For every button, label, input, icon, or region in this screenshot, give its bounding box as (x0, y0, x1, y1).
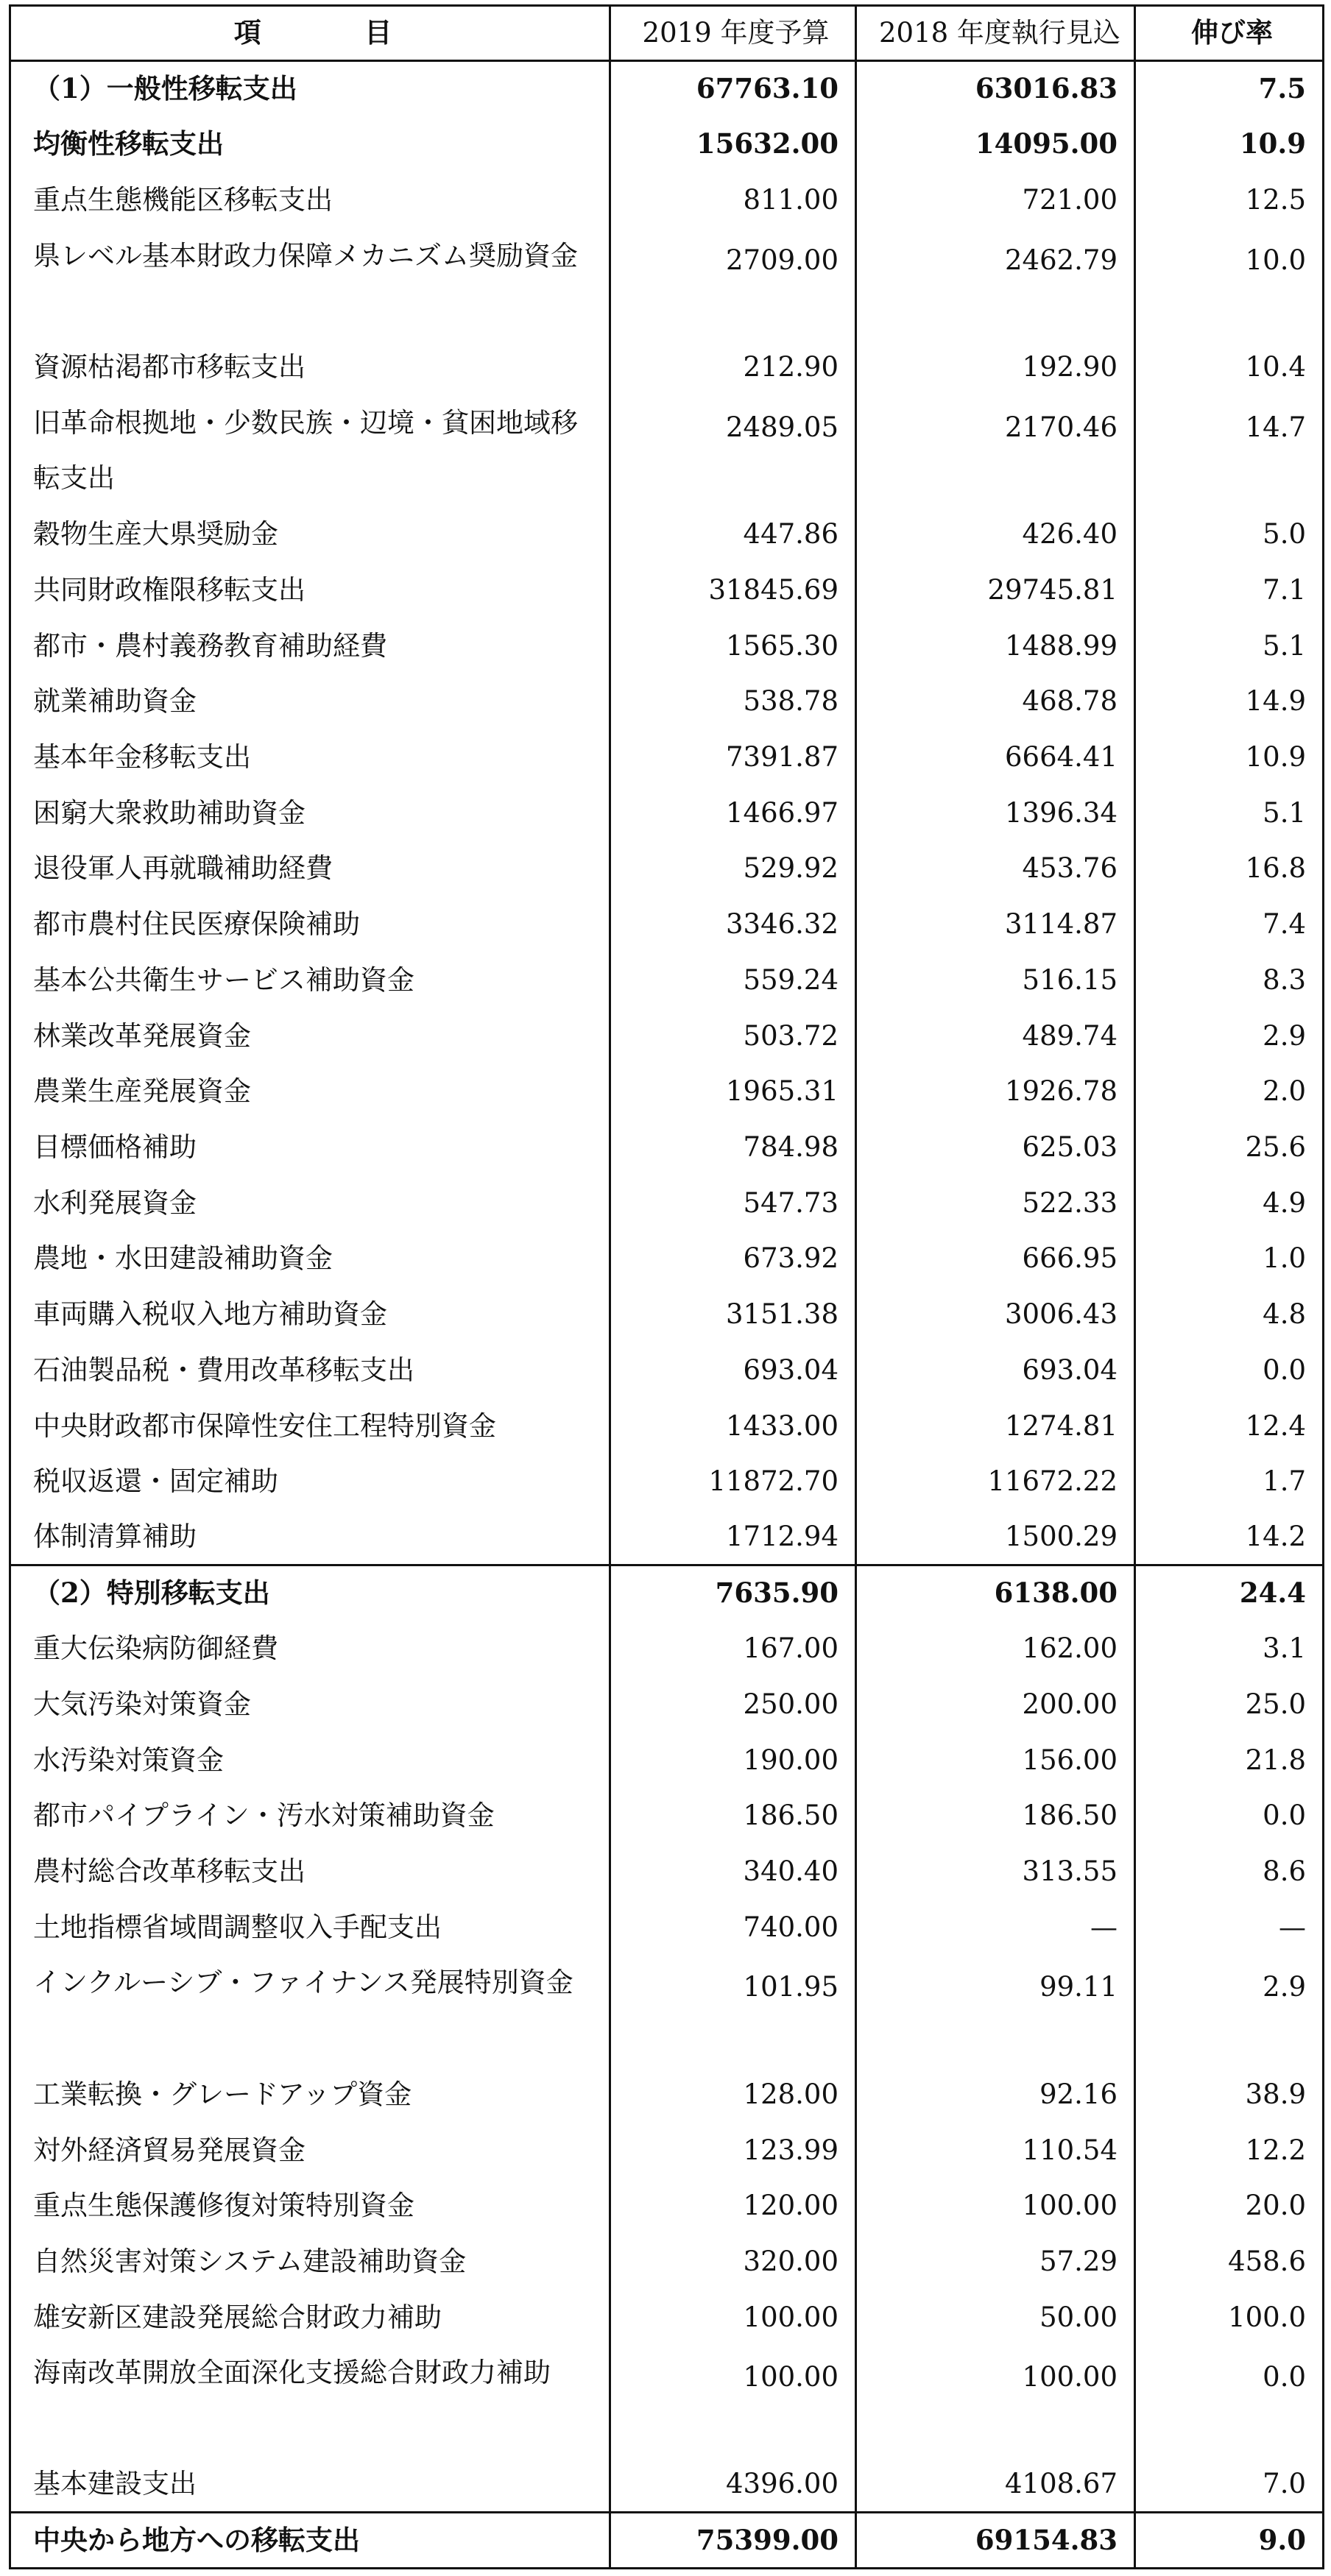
row-item-label: 農地・水田建設補助資金 (10, 1231, 610, 1287)
row-budget-2019: 673.92 (610, 1231, 856, 1287)
row-budget-2019: 101.95 (610, 1955, 856, 2066)
row-estimate-2018: 468.78 (856, 673, 1135, 729)
row-growth-rate: 5.0 (1135, 506, 1324, 562)
row-budget-2019: 811.00 (610, 172, 856, 228)
row-item-label: 重点生態保護修復対策特別資金 (10, 2178, 610, 2234)
header-growth-rate: 伸び率 (1135, 6, 1324, 61)
row-item-label: 都市農村住民医療保険補助 (10, 896, 610, 952)
row-estimate-2018: 522.33 (856, 1175, 1135, 1231)
table-row (10, 618, 1324, 674)
row-budget-2019: 1466.97 (610, 785, 856, 841)
row-budget-2019: 2709.00 (610, 228, 856, 339)
row-budget-2019: 2489.05 (610, 395, 856, 506)
row-item-label: 基本建設支出 (10, 2457, 610, 2513)
row-item-label: 大気汚染対策資金 (10, 1677, 610, 1733)
table-row (10, 1398, 1324, 1454)
row-growth-rate: 7.0 (1135, 2457, 1324, 2513)
row-growth-rate: 2.9 (1135, 1008, 1324, 1064)
row-growth-rate: 10.9 (1135, 116, 1324, 172)
row-growth-rate: 7.4 (1135, 896, 1324, 952)
table-row (10, 228, 1324, 339)
row-item-label: 水汚染対策資金 (10, 1733, 610, 1788)
row-estimate-2018: 3006.43 (856, 1287, 1135, 1342)
row-growth-rate: 12.4 (1135, 1398, 1324, 1454)
row-estimate-2018: 156.00 (856, 1733, 1135, 1788)
table-row (10, 841, 1324, 896)
row-item-label: 均衡性移転支出 (10, 116, 610, 172)
table-row (10, 1844, 1324, 1900)
row-item-label: 中央から地方への移転支出 (10, 2513, 610, 2569)
header-estimate-2018: 2018 年度執行見込 (856, 6, 1135, 61)
table-row (10, 1008, 1324, 1064)
row-item-label: 共同財政権限移転支出 (10, 562, 610, 618)
row-budget-2019: 128.00 (610, 2067, 856, 2123)
transfer-payments-table (9, 4, 1324, 2569)
row-item-label: 目標価格補助 (10, 1119, 610, 1175)
row-growth-rate: 1.7 (1135, 1454, 1324, 1510)
row-growth-rate: 0.0 (1135, 1788, 1324, 1844)
row-budget-2019: 340.40 (610, 1844, 856, 1900)
row-budget-2019: 503.72 (610, 1008, 856, 1064)
table-row (10, 395, 1324, 506)
row-item-label: 水利発展資金 (10, 1175, 610, 1231)
row-growth-rate: 458.6 (1135, 2234, 1324, 2290)
row-growth-rate: 10.4 (1135, 339, 1324, 395)
header-budget-2019: 2019 年度予算 (610, 6, 856, 61)
table-row (10, 172, 1324, 228)
row-estimate-2018: 6138.00 (856, 1565, 1135, 1621)
row-budget-2019: 167.00 (610, 1621, 856, 1677)
row-budget-2019: 1965.31 (610, 1064, 856, 1119)
header-item: 項 目 (10, 6, 610, 61)
row-estimate-2018: 1488.99 (856, 618, 1135, 674)
row-estimate-2018: 489.74 (856, 1008, 1135, 1064)
table-header-row (10, 6, 1324, 61)
row-budget-2019: 1712.94 (610, 1510, 856, 1565)
table-row (10, 673, 1324, 729)
row-budget-2019: 529.92 (610, 841, 856, 896)
row-estimate-2018: 99.11 (856, 1955, 1135, 2066)
table-row (10, 1565, 1324, 1621)
row-budget-2019: 190.00 (610, 1733, 856, 1788)
row-growth-rate: 24.4 (1135, 1565, 1324, 1621)
row-item-label: （2）特別移転支出 (10, 1565, 610, 1621)
row-estimate-2018: 693.04 (856, 1342, 1135, 1398)
table-row (10, 116, 1324, 172)
row-estimate-2018: 186.50 (856, 1788, 1135, 1844)
row-item-label: 雄安新区建設発展総合財政力補助 (10, 2290, 610, 2346)
row-growth-rate: 14.9 (1135, 673, 1324, 729)
table-row (10, 1510, 1324, 1565)
table-row (10, 1342, 1324, 1398)
table-row (10, 1064, 1324, 1119)
row-estimate-2018: 453.76 (856, 841, 1135, 896)
row-estimate-2018: 666.95 (856, 1231, 1135, 1287)
row-item-label: 都市パイプライン・汚水対策補助資金 (10, 1788, 610, 1844)
row-budget-2019: 1565.30 (610, 618, 856, 674)
row-item-label: 税収返還・固定補助 (10, 1454, 610, 1510)
row-item-label: 退役軍人再就職補助経費 (10, 841, 610, 896)
row-growth-rate: 0.0 (1135, 1342, 1324, 1398)
row-growth-rate: 7.5 (1135, 61, 1324, 117)
row-growth-rate: 1.0 (1135, 1231, 1324, 1287)
row-item-label: 旧革命根拠地・少数民族・辺境・貧困地域移転支出 (10, 395, 610, 506)
row-budget-2019: 740.00 (610, 1900, 856, 1956)
row-estimate-2018: 200.00 (856, 1677, 1135, 1733)
table-row (10, 1955, 1324, 2066)
row-budget-2019: 100.00 (610, 2290, 856, 2346)
row-item-label: 都市・農村義務教育補助経費 (10, 618, 610, 674)
row-growth-rate: 14.2 (1135, 1510, 1324, 1565)
row-item-label: 自然災害対策システム建設補助資金 (10, 2234, 610, 2290)
row-estimate-2018: 6664.41 (856, 729, 1135, 785)
row-estimate-2018: 11672.22 (856, 1454, 1135, 1510)
table-row (10, 1231, 1324, 1287)
row-estimate-2018: 2170.46 (856, 395, 1135, 506)
row-estimate-2018: 110.54 (856, 2123, 1135, 2179)
row-growth-rate: 2.0 (1135, 1064, 1324, 1119)
row-growth-rate: 25.0 (1135, 1677, 1324, 1733)
row-estimate-2018: 14095.00 (856, 116, 1135, 172)
row-growth-rate: 10.0 (1135, 228, 1324, 339)
row-item-label: 就業補助資金 (10, 673, 610, 729)
table-row (10, 506, 1324, 562)
row-growth-rate: 4.8 (1135, 1287, 1324, 1342)
row-estimate-2018: 63016.83 (856, 61, 1135, 117)
row-growth-rate: 100.0 (1135, 2290, 1324, 2346)
row-budget-2019: 320.00 (610, 2234, 856, 2290)
row-growth-rate: 8.6 (1135, 1844, 1324, 1900)
row-estimate-2018: 4108.67 (856, 2457, 1135, 2513)
table-row (10, 729, 1324, 785)
row-estimate-2018: 100.00 (856, 2178, 1135, 2234)
row-growth-rate: 2.9 (1135, 1955, 1324, 2066)
row-budget-2019: 186.50 (610, 1788, 856, 1844)
row-item-label: 資源枯渇都市移転支出 (10, 339, 610, 395)
row-item-label: 重大伝染病防御経費 (10, 1621, 610, 1677)
table-row (10, 1287, 1324, 1342)
table-row (10, 1733, 1324, 1788)
row-item-label: 困窮大衆救助補助資金 (10, 785, 610, 841)
row-estimate-2018: 721.00 (856, 172, 1135, 228)
row-budget-2019: 7635.90 (610, 1565, 856, 1621)
row-growth-rate: 9.0 (1135, 2513, 1324, 2569)
row-estimate-2018: 162.00 (856, 1621, 1135, 1677)
row-item-label: 県レベル基本財政力保障メカニズム奨励資金 (10, 228, 610, 339)
row-item-label: 基本公共衛生サービス補助資金 (10, 952, 610, 1008)
row-growth-rate: 20.0 (1135, 2178, 1324, 2234)
row-budget-2019: 693.04 (610, 1342, 856, 1398)
row-item-label: 重点生態機能区移転支出 (10, 172, 610, 228)
row-estimate-2018: 1274.81 (856, 1398, 1135, 1454)
row-budget-2019: 123.99 (610, 2123, 856, 2179)
table-row (10, 61, 1324, 117)
row-estimate-2018: 1926.78 (856, 1064, 1135, 1119)
table-row (10, 2457, 1324, 2513)
row-budget-2019: 559.24 (610, 952, 856, 1008)
row-growth-rate: 0.0 (1135, 2345, 1324, 2456)
table-body (10, 61, 1324, 2569)
row-budget-2019: 447.86 (610, 506, 856, 562)
table-row (10, 339, 1324, 395)
table-row (10, 1175, 1324, 1231)
row-estimate-2018: 1500.29 (856, 1510, 1135, 1565)
row-growth-rate: 12.2 (1135, 2123, 1324, 2179)
row-item-label: 体制清算補助 (10, 1510, 610, 1565)
row-growth-rate: 12.5 (1135, 172, 1324, 228)
row-estimate-2018: 29745.81 (856, 562, 1135, 618)
row-item-label: インクルーシブ・ファイナンス発展特別資金 (10, 1955, 610, 2066)
table-row (10, 1119, 1324, 1175)
table-row (10, 2123, 1324, 2179)
row-item-label: 対外経済貿易発展資金 (10, 2123, 610, 2179)
table-row (10, 896, 1324, 952)
row-budget-2019: 250.00 (610, 1677, 856, 1733)
row-item-label: 工業転換・グレードアップ資金 (10, 2067, 610, 2123)
table-row (10, 2178, 1324, 2234)
row-item-label: （1）一般性移転支出 (10, 61, 610, 117)
table-row (10, 1788, 1324, 1844)
table-row (10, 2290, 1324, 2346)
row-growth-rate: 3.1 (1135, 1621, 1324, 1677)
row-budget-2019: 784.98 (610, 1119, 856, 1175)
table-row (10, 785, 1324, 841)
table-row (10, 2067, 1324, 2123)
row-budget-2019: 4396.00 (610, 2457, 856, 2513)
row-growth-rate: — (1135, 1900, 1324, 1956)
row-estimate-2018: 3114.87 (856, 896, 1135, 952)
table-row (10, 1900, 1324, 1956)
row-growth-rate: 10.9 (1135, 729, 1324, 785)
row-item-label: 車両購入税収入地方補助資金 (10, 1287, 610, 1342)
row-budget-2019: 1433.00 (610, 1398, 856, 1454)
row-estimate-2018: 92.16 (856, 2067, 1135, 2123)
row-item-label: 農村総合改革移転支出 (10, 1844, 610, 1900)
row-item-label: 海南改革開放全面深化支援総合財政力補助 (10, 2345, 610, 2456)
row-estimate-2018: 192.90 (856, 339, 1135, 395)
row-growth-rate: 8.3 (1135, 952, 1324, 1008)
row-estimate-2018: — (856, 1900, 1135, 1956)
row-budget-2019: 3346.32 (610, 896, 856, 952)
row-growth-rate: 4.9 (1135, 1175, 1324, 1231)
row-budget-2019: 120.00 (610, 2178, 856, 2234)
row-budget-2019: 3151.38 (610, 1287, 856, 1342)
row-item-label: 穀物生産大県奨励金 (10, 506, 610, 562)
row-growth-rate: 16.8 (1135, 841, 1324, 896)
row-estimate-2018: 516.15 (856, 952, 1135, 1008)
row-estimate-2018: 2462.79 (856, 228, 1135, 339)
row-budget-2019: 7391.87 (610, 729, 856, 785)
row-estimate-2018: 69154.83 (856, 2513, 1135, 2569)
row-estimate-2018: 57.29 (856, 2234, 1135, 2290)
table-row (10, 1621, 1324, 1677)
table-row (10, 2345, 1324, 2456)
row-estimate-2018: 1396.34 (856, 785, 1135, 841)
row-budget-2019: 547.73 (610, 1175, 856, 1231)
row-item-label: 土地指標省域間調整収入手配支出 (10, 1900, 610, 1956)
row-growth-rate: 5.1 (1135, 785, 1324, 841)
row-item-label: 基本年金移転支出 (10, 729, 610, 785)
row-growth-rate: 38.9 (1135, 2067, 1324, 2123)
row-budget-2019: 212.90 (610, 339, 856, 395)
row-estimate-2018: 50.00 (856, 2290, 1135, 2346)
row-budget-2019: 67763.10 (610, 61, 856, 117)
row-growth-rate: 21.8 (1135, 1733, 1324, 1788)
row-budget-2019: 31845.69 (610, 562, 856, 618)
row-growth-rate: 25.6 (1135, 1119, 1324, 1175)
row-budget-2019: 75399.00 (610, 2513, 856, 2569)
row-item-label: 中央財政都市保障性安住工程特別資金 (10, 1398, 610, 1454)
row-budget-2019: 11872.70 (610, 1454, 856, 1510)
row-estimate-2018: 100.00 (856, 2345, 1135, 2456)
table-row (10, 562, 1324, 618)
table-row (10, 952, 1324, 1008)
row-growth-rate: 14.7 (1135, 395, 1324, 506)
row-estimate-2018: 426.40 (856, 506, 1135, 562)
row-budget-2019: 538.78 (610, 673, 856, 729)
table-row (10, 1454, 1324, 1510)
row-growth-rate: 7.1 (1135, 562, 1324, 618)
table-row (10, 2513, 1324, 2569)
row-budget-2019: 100.00 (610, 2345, 856, 2456)
row-item-label: 農業生産発展資金 (10, 1064, 610, 1119)
row-growth-rate: 5.1 (1135, 618, 1324, 674)
row-item-label: 石油製品税・費用改革移転支出 (10, 1342, 610, 1398)
row-item-label: 林業改革発展資金 (10, 1008, 610, 1064)
table-row (10, 2234, 1324, 2290)
table-row (10, 1677, 1324, 1733)
row-estimate-2018: 625.03 (856, 1119, 1135, 1175)
row-estimate-2018: 313.55 (856, 1844, 1135, 1900)
row-budget-2019: 15632.00 (610, 116, 856, 172)
